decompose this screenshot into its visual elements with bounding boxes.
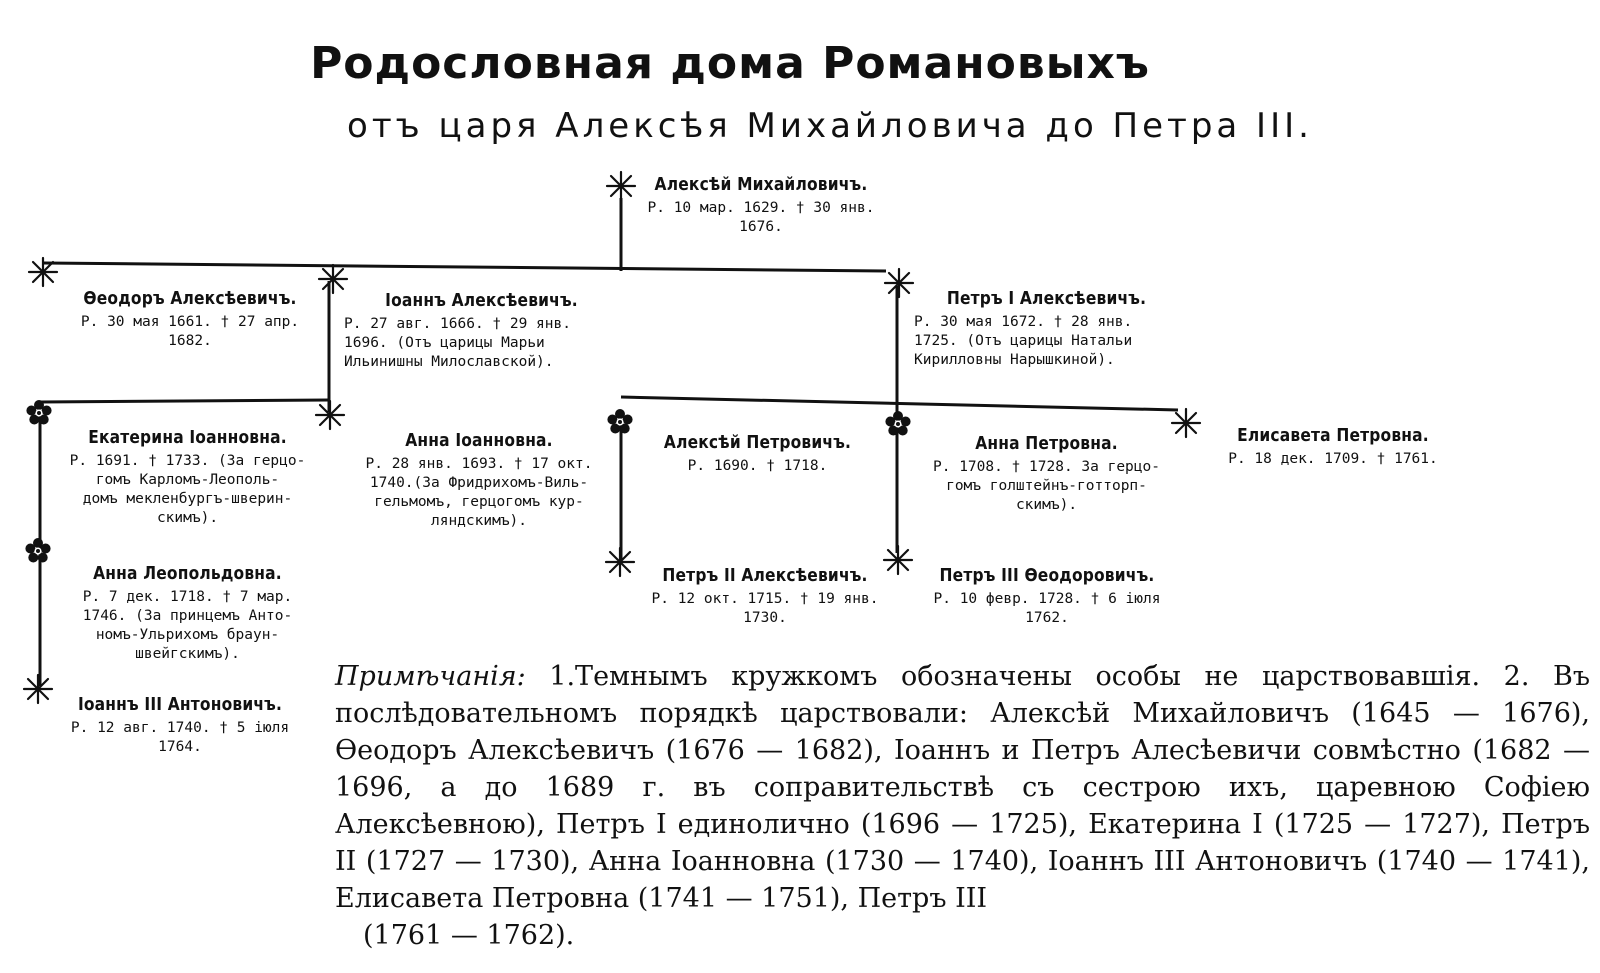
person-dates: Р. 12 окт. 1715. † 19 янв. 1730. — [651, 591, 879, 626]
person-name: Алексѣй Петровичъ. — [663, 432, 852, 453]
person-name: Петръ I Алексѣевичъ. — [946, 288, 1147, 309]
person-dates: Р. 1690. † 1718. — [687, 458, 828, 474]
person-name: Алексѣй Михайловичъ. — [654, 174, 868, 195]
person-name: Петръ II Алексѣевичъ. — [662, 565, 868, 586]
person-dates: Р. 10 февр. 1728. † 6 іюля 1762. — [933, 591, 1161, 626]
person-name: Екатерина Іоанновна. — [88, 427, 287, 448]
notes-text: 1.Темнымъ кружкомъ обозначены особы не царствовавшія. 2. Въ послѣдовательномъ порядкѣ царствовали: Алексѣй Михайловичъ (1645 — 1676), Өеодоръ Алексѣевичъ (1676 — 1682), Іоаннъ и Петръ Алесѣевичи совмѣстно (1682 — 1696, а до 1689 г. въ соправительствѣ съ сестрою ихъ, царевною Софіею Алексѣевною), Петръ I единолично (1696 — 1725), Екатерина I (1725 — 1727), Петръ II (1727 — 1730), Анна Іоанновна (1730 — 1740), Іоаннъ III Антоновичъ (1740 — 1741), Елисавета Петровна (1741 — 1751), Петръ III — [335, 661, 1590, 914]
sun-icon — [24, 675, 52, 703]
person-anna-leopoldovna — [55, 563, 320, 664]
flower-icon — [885, 411, 910, 436]
person-dates: Р. 30 мая 1661. † 27 апр. 1682. — [80, 314, 300, 349]
notes-section — [335, 658, 1590, 954]
person-ioann-alekseevich — [344, 290, 619, 372]
person-name: Іоаннъ III Антоновичъ. — [77, 694, 283, 715]
person-elisaveta-petrovna — [1208, 425, 1458, 469]
person-dates: Р. 30 мая 1672. † 28 янв. 1725. (Отъ царицы Натальи Кирилловны Нарышкиной). — [914, 314, 1133, 368]
person-name: Петръ III Өеодоровичъ. — [939, 565, 1155, 586]
person-dates: Р. 10 мар. 1629. † 30 янв. 1676. — [647, 200, 875, 235]
person-dates: Р. 12 авг. 1740. † 5 іюля 1764. — [70, 720, 290, 755]
person-name: Анна Леопольдовна. — [93, 563, 282, 584]
person-name: Іоаннъ Алексѣевичъ. — [385, 290, 578, 311]
person-anna-ioannovna — [344, 430, 614, 531]
page-title: Родословная дома Романовыхъ — [310, 38, 1150, 89]
person-name: Анна Петровна. — [975, 433, 1118, 454]
person-petr-i-alekseevich — [914, 288, 1179, 370]
page-subtitle: отъ царя Алексѣя Михайловича до Петра III. — [347, 106, 1313, 146]
flower-icon — [26, 400, 51, 425]
sun-icon — [29, 258, 57, 286]
person-ekaterina-ioannovna — [55, 427, 320, 528]
sun-icon — [607, 172, 635, 200]
person-anna-petrovna — [914, 433, 1179, 515]
person-dates: Р. 18 дек. 1709. † 1761. — [1228, 451, 1438, 467]
person-petr-iii-feodorovich — [912, 565, 1182, 628]
person-ioann-iii-antonovich — [50, 694, 310, 757]
person-dates: Р. 28 янв. 1693. † 17 окт. 1740.(За Фридрихомъ-Виль- гельмомъ, герцогомъ кур- ляндскимъ). — [365, 456, 593, 529]
person-name: Елисавета Петровна. — [1237, 425, 1429, 446]
notes-label: Примѣчанія: — [335, 661, 526, 692]
person-dates: Р. 7 дек. 1718. † 7 мар. 1746. (За принцемъ Анто- номъ-Ульрихомъ браун- швейгскимъ). — [82, 589, 293, 662]
person-dates: Р. 27 авг. 1666. † 29 янв. 1696. (Отъ царицы Марьи Ильинишны Милославской). — [344, 316, 571, 370]
person-dates: Р. 1691. † 1733. (За герцо- гомъ Карломъ-Леополь- домъ мекленбургъ-шверин- скимъ). — [69, 453, 306, 526]
notes-last-line: (1761 — 1762). — [363, 920, 575, 951]
sun-icon — [316, 401, 344, 429]
person-aleksei-petrovich — [640, 432, 875, 476]
person-feodor-alekseevich — [55, 288, 325, 351]
person-aleksei-mikhailovich — [636, 174, 886, 237]
sun-icon — [606, 548, 634, 576]
person-name: Өеодоръ Алексѣевичъ. — [83, 288, 297, 309]
person-dates: Р. 1708. † 1728. За герцо- гомъ голштейнъ-готторп- скимъ). — [933, 459, 1160, 513]
sun-icon — [885, 269, 913, 297]
flower-icon — [25, 538, 50, 563]
person-name: Анна Іоанновна. — [405, 430, 553, 451]
person-petr-ii-alekseevich — [634, 565, 896, 628]
